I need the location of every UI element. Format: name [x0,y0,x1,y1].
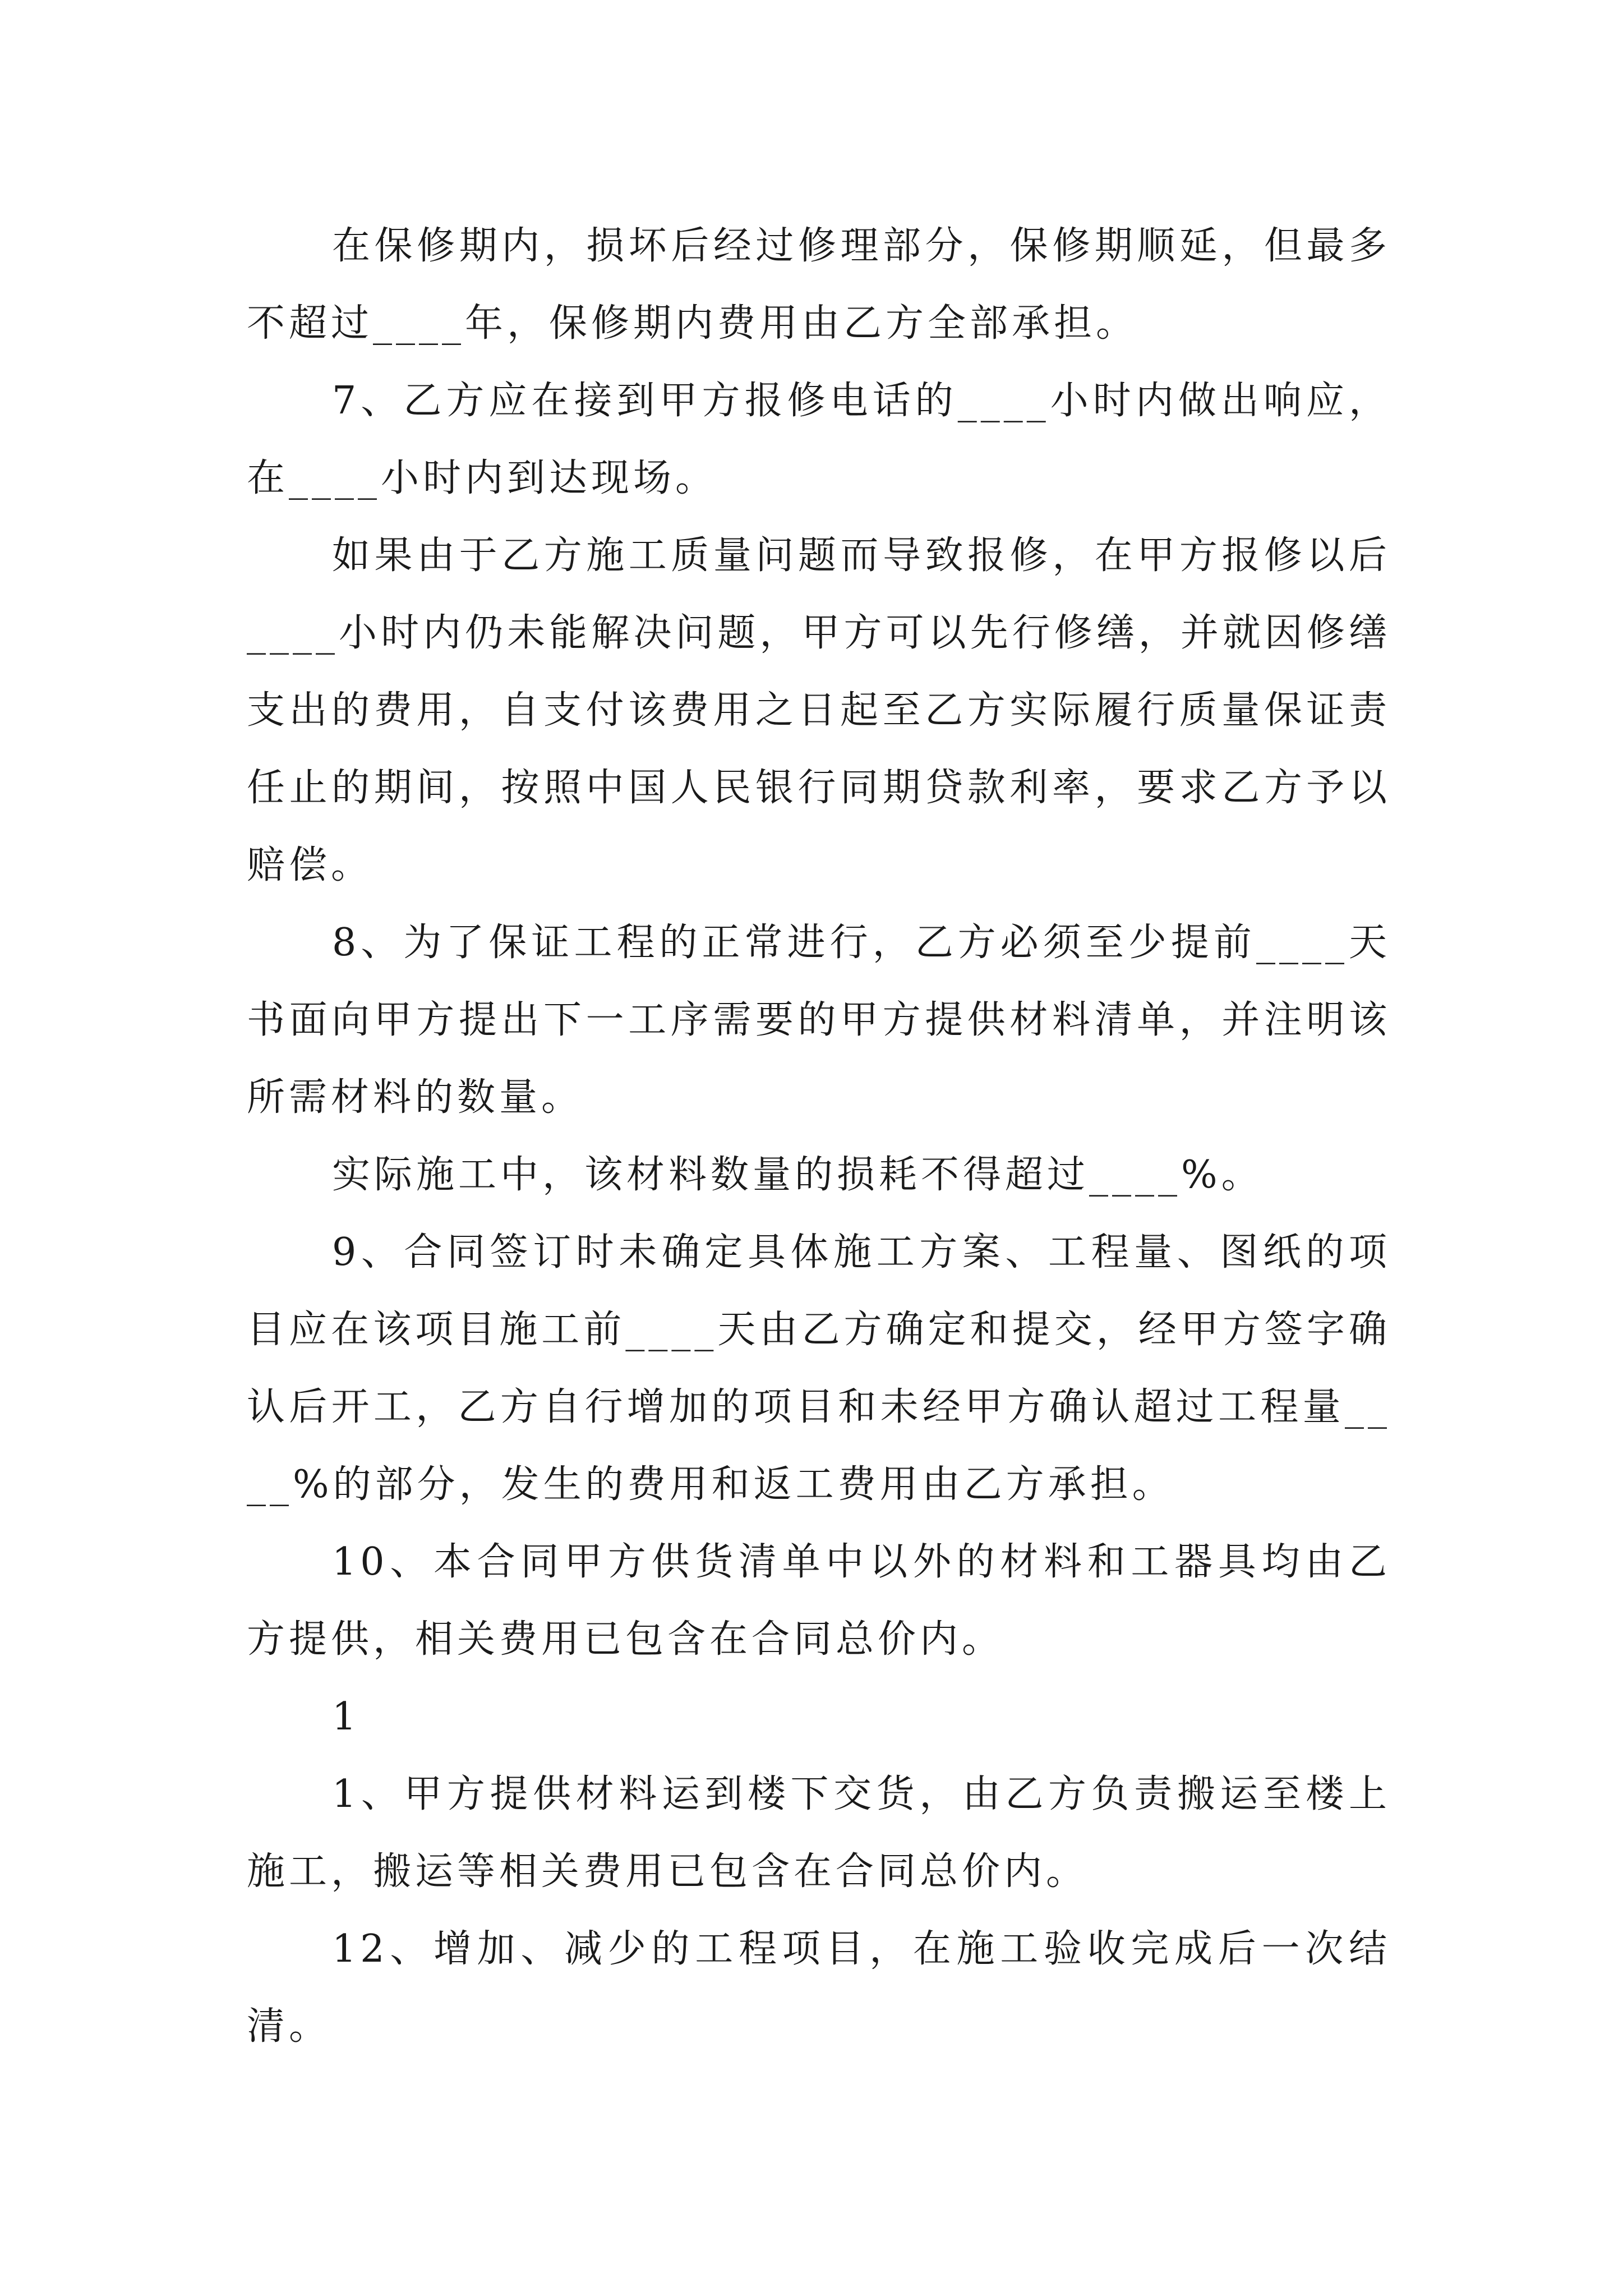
paragraph-clause-9: 9、合同签订时未确定具体施工方案、工程量、图纸的项目应在该项目施工前____天由乙方确定和提交，经甲方签字确认后开工，乙方自行增加的项目和未经甲方确认超过工程量____%的部分，发生的费用和返工费用由乙方承担。 [247,1230,1391,1507]
paragraph-clause-8: 8、为了保证工程的正常进行，乙方必须至少提前____天书面向甲方提出下一工序需要的甲方提供材料清单，并注明该所需材料的数量。 [247,921,1391,1120]
paragraph-clause-7: 7、乙方应在接到甲方报修电话的____小时内做出响应，在____小时内到达现场。 [247,379,1391,500]
paragraph-warranty-extension: 在保修期内，损坏后经过修理部分，保修期顺延，但最多不超过____年，保修期内费用由乙方全部承担。 [247,224,1391,346]
paragraph-material-loss: 实际施工中，该材料数量的损耗不得超过____%。 [332,1153,1264,1197]
paragraph-stray-number: 1 [332,1695,361,1739]
paragraph-clause-12: 12、增加、减少的工程项目，在施工验收完成后一次结清。 [247,1927,1391,2049]
paragraph-material-delivery: 1、甲方提供材料运到楼下交货，由乙方负责搬运至楼上施工，搬运等相关费用已包含在合同总价内。 [247,1772,1391,1894]
document-body [247,208,1391,2065]
paragraph-clause-10: 10、本合同甲方供货清单中以外的材料和工器具均由乙方提供，相关费用已包含在合同总价内。 [247,1540,1391,1662]
paragraph-repair-compensation: 如果由于乙方施工质量问题而导致报修，在甲方报修以后____小时内仍未能解决问题，甲方可以先行修缮，并就因修缮支出的费用，自支付该费用之日起至乙方实际履行质量保证责任止的期间，按照中国人民银行同期贷款利率，要求乙方予以赔偿。 [247,533,1391,887]
